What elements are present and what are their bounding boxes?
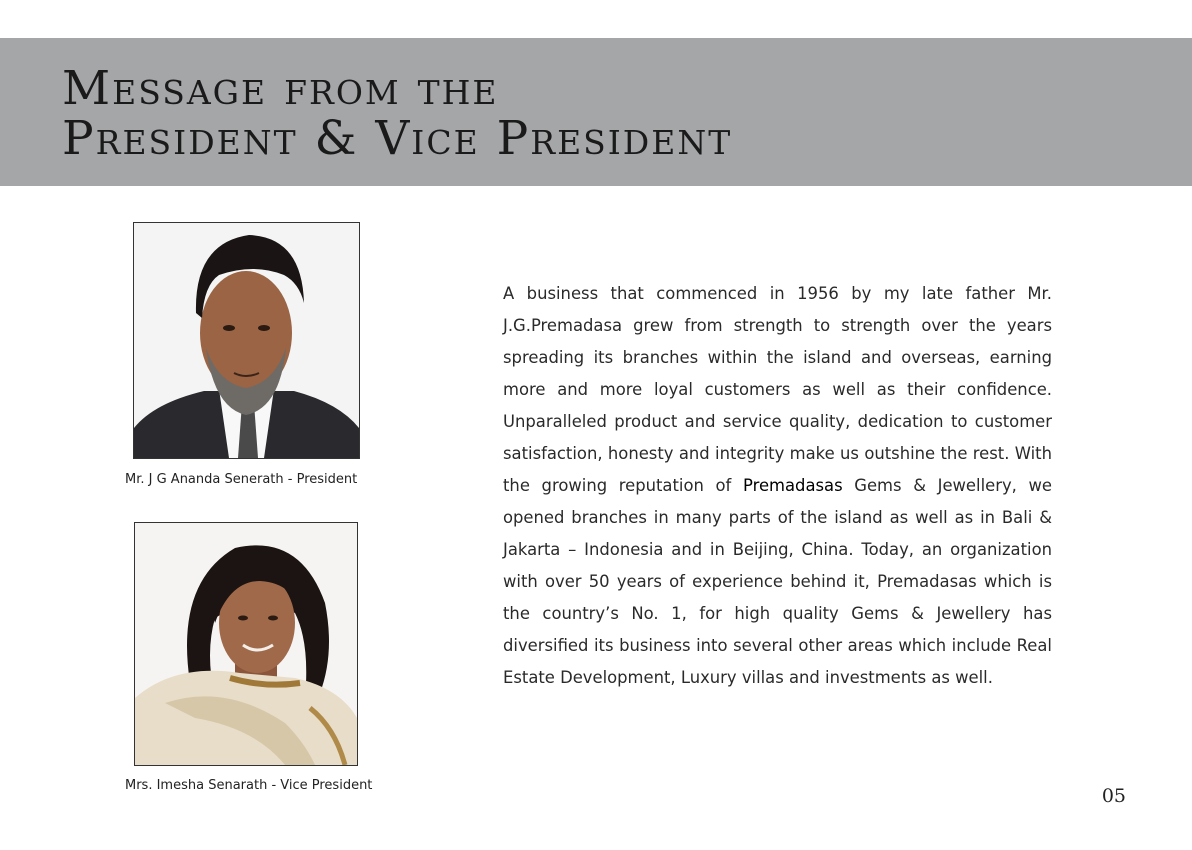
vice-president-caption: Mrs. Imesha Senarath - Vice President	[125, 778, 373, 793]
header-band	[0, 38, 1192, 186]
vice-president-photo	[134, 522, 358, 766]
president-photo	[133, 222, 360, 459]
page-title	[62, 61, 733, 166]
message-highlight-brand: Premadasas	[742, 476, 843, 495]
president-portrait-image	[134, 223, 359, 458]
page-number: 05	[1101, 785, 1126, 807]
message-body	[503, 278, 1052, 694]
message-text-part-2: Gems & Jewellery, we opened branches in many parts of the island as well as in Bali & Jakarta – Indonesia and in Beijing, China. Today, an organization with over 50 years of experience behind it, Premadasas which is the country’s No. 1, for high quality Gems & Jewellery has diversified its business into several other areas which include Real Estate Development, Luxury villas and investments as well.	[503, 476, 1052, 687]
message-text-part-1: A business that commenced in 1956 by my late father Mr. J.G.Premadasa grew from strength to strength over the years spreading its branches within the island and overseas, earning more and more loyal customers as well as their confidence. Unparalleled product and service quality, dedication to customer satisfaction, honesty and integrity make us outshine the rest. With the growing reputation of	[503, 284, 1052, 495]
page-title-line-1: Message from the	[62, 61, 499, 116]
vice-president-portrait-image	[135, 523, 357, 765]
page-title-line-2: President & Vice President	[62, 111, 733, 166]
president-caption: Mr. J G Ananda Senerath - President	[125, 472, 358, 487]
